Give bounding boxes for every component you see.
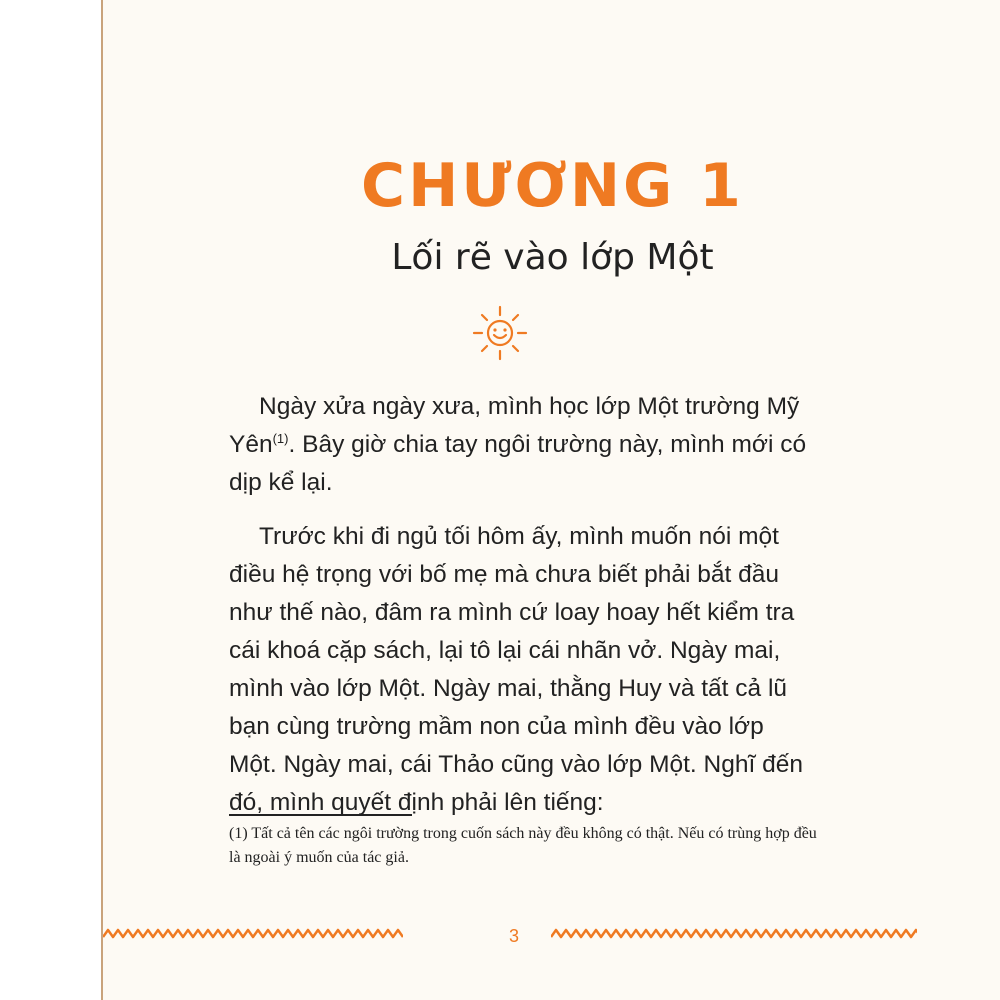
sun-icon	[470, 303, 530, 363]
footnote-divider	[229, 814, 412, 816]
chapter-subtitle: Lối rẽ vào lớp Một	[391, 237, 714, 278]
paragraph-1-part-b: . Bây giờ chia tay ngôi trường này, mình mới có dịp kể lại.	[229, 431, 807, 496]
body-text	[229, 388, 809, 838]
zigzag-ornament-left	[103, 926, 403, 942]
footnote-marker: (1)	[272, 430, 289, 446]
paragraph-1	[229, 388, 809, 502]
page-number: 3	[508, 926, 519, 946]
zigzag-ornament-right	[551, 926, 917, 942]
chapter-title: CHƯƠNG 1	[361, 151, 744, 221]
paragraph-2: Trước khi đi ngủ tối hôm ấy, mình muốn nói một điều hệ trọng với bố mẹ mà chưa biết phải bắt đầu như thế nào, đâm ra mình cứ loay hoay hết kiểm tra cái khoá cặp sách, lại tô lại cái nhãn vở. Ngày mai, mình vào lớp Một. Ngày mai, thằng Huy và tất cả lũ bạn cùng trường mầm non của mình đều vào lớp Một. Ngày mai, cái Thảo cũng vào lớp Một. Nghĩ đến đó, mình quyết định phải lên tiếng:	[229, 523, 803, 816]
footnote: (1) Tất cả tên các ngôi trường trong cuốn sách này đều không có thật. Nếu có trùng hợp đều là ngoài ý muốn của tác giả.	[229, 825, 817, 866]
paragraph-1-part-a: Ngày xửa ngày xưa, mình học lớp Một trường Mỹ Yên	[229, 393, 800, 458]
book-page	[101, 0, 1000, 1000]
